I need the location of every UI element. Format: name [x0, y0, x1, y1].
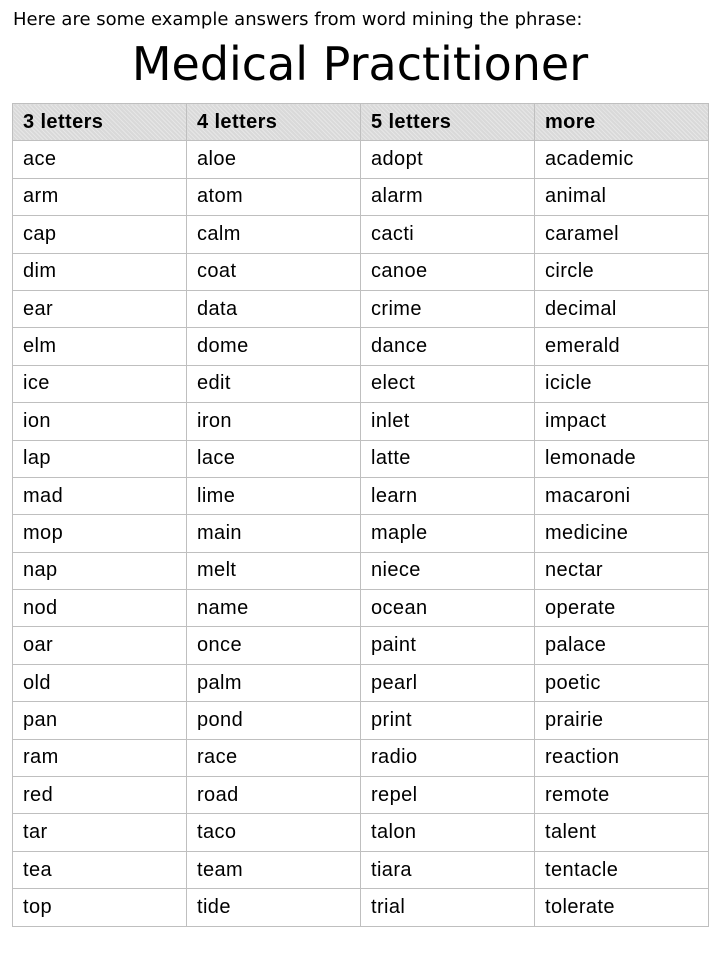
word-5-letters: maple: [361, 515, 535, 552]
intro-text: Here are some example answers from word mining the phrase:: [13, 9, 583, 30]
word-3-letters: mop: [13, 515, 187, 552]
word-more: reaction: [535, 739, 709, 776]
table-row: [13, 590, 709, 627]
word-4-letters: data: [187, 290, 361, 327]
word-more: macaroni: [535, 477, 709, 514]
word-5-letters: inlet: [361, 403, 535, 440]
table-row: [13, 777, 709, 814]
word-more: academic: [535, 141, 709, 178]
word-5-letters: print: [361, 702, 535, 739]
word-4-letters: road: [187, 777, 361, 814]
word-5-letters: repel: [361, 777, 535, 814]
word-more: tolerate: [535, 889, 709, 926]
word-4-letters: aloe: [187, 141, 361, 178]
word-5-letters: alarm: [361, 178, 535, 215]
word-5-letters: crime: [361, 290, 535, 327]
word-5-letters: trial: [361, 889, 535, 926]
table-row: [13, 515, 709, 552]
word-3-letters: mad: [13, 477, 187, 514]
word-3-letters: ear: [13, 290, 187, 327]
word-3-letters: top: [13, 889, 187, 926]
word-4-letters: main: [187, 515, 361, 552]
header-more: more: [535, 104, 709, 141]
word-3-letters: tea: [13, 851, 187, 888]
word-4-letters: coat: [187, 253, 361, 290]
word-more: icicle: [535, 365, 709, 402]
word-5-letters: ocean: [361, 590, 535, 627]
word-3-letters: nod: [13, 590, 187, 627]
word-5-letters: learn: [361, 477, 535, 514]
table-row: [13, 178, 709, 215]
word-more: decimal: [535, 290, 709, 327]
table-row: [13, 664, 709, 701]
word-more: tentacle: [535, 851, 709, 888]
table-row: [13, 702, 709, 739]
word-3-letters: ice: [13, 365, 187, 402]
word-3-letters: lap: [13, 440, 187, 477]
table-row: [13, 627, 709, 664]
word-4-letters: tide: [187, 889, 361, 926]
word-5-letters: elect: [361, 365, 535, 402]
page-title: Medical Practitioner: [131, 37, 589, 91]
word-5-letters: adopt: [361, 141, 535, 178]
word-rows: [13, 141, 709, 926]
word-5-letters: cacti: [361, 216, 535, 253]
word-more: poetic: [535, 664, 709, 701]
word-3-letters: oar: [13, 627, 187, 664]
table-row: [13, 477, 709, 514]
word-more: operate: [535, 590, 709, 627]
table-row: [13, 141, 709, 178]
word-4-letters: dome: [187, 328, 361, 365]
word-5-letters: niece: [361, 552, 535, 589]
word-5-letters: paint: [361, 627, 535, 664]
word-5-letters: dance: [361, 328, 535, 365]
word-4-letters: lime: [187, 477, 361, 514]
word-table: [12, 103, 709, 927]
word-4-letters: once: [187, 627, 361, 664]
word-more: prairie: [535, 702, 709, 739]
word-more: remote: [535, 777, 709, 814]
word-4-letters: name: [187, 590, 361, 627]
word-more: palace: [535, 627, 709, 664]
table-row: [13, 889, 709, 926]
table-row: [13, 403, 709, 440]
word-3-letters: ram: [13, 739, 187, 776]
table-row: [13, 290, 709, 327]
table-row: [13, 328, 709, 365]
word-4-letters: race: [187, 739, 361, 776]
word-3-letters: ion: [13, 403, 187, 440]
table-row: [13, 814, 709, 851]
word-4-letters: edit: [187, 365, 361, 402]
word-3-letters: cap: [13, 216, 187, 253]
word-more: impact: [535, 403, 709, 440]
table-row: [13, 851, 709, 888]
table-row: [13, 253, 709, 290]
word-more: animal: [535, 178, 709, 215]
table-row: [13, 440, 709, 477]
word-more: circle: [535, 253, 709, 290]
word-more: caramel: [535, 216, 709, 253]
header-3-letters: 3 letters: [13, 104, 187, 141]
word-3-letters: pan: [13, 702, 187, 739]
word-3-letters: tar: [13, 814, 187, 851]
word-4-letters: taco: [187, 814, 361, 851]
word-3-letters: old: [13, 664, 187, 701]
table-row: [13, 739, 709, 776]
word-4-letters: calm: [187, 216, 361, 253]
word-3-letters: ace: [13, 141, 187, 178]
table-row: [13, 552, 709, 589]
word-4-letters: team: [187, 851, 361, 888]
header-5-letters: 5 letters: [361, 104, 535, 141]
word-4-letters: palm: [187, 664, 361, 701]
word-3-letters: dim: [13, 253, 187, 290]
word-5-letters: latte: [361, 440, 535, 477]
word-5-letters: pearl: [361, 664, 535, 701]
word-more: nectar: [535, 552, 709, 589]
header-row: [13, 104, 709, 141]
word-4-letters: lace: [187, 440, 361, 477]
word-4-letters: pond: [187, 702, 361, 739]
table-row: [13, 216, 709, 253]
word-3-letters: red: [13, 777, 187, 814]
word-4-letters: melt: [187, 552, 361, 589]
word-more: medicine: [535, 515, 709, 552]
word-more: talent: [535, 814, 709, 851]
table-row: [13, 365, 709, 402]
word-more: emerald: [535, 328, 709, 365]
word-4-letters: atom: [187, 178, 361, 215]
word-3-letters: elm: [13, 328, 187, 365]
word-3-letters: arm: [13, 178, 187, 215]
word-4-letters: iron: [187, 403, 361, 440]
word-5-letters: tiara: [361, 851, 535, 888]
word-5-letters: radio: [361, 739, 535, 776]
word-5-letters: canoe: [361, 253, 535, 290]
header-4-letters: 4 letters: [187, 104, 361, 141]
word-more: lemonade: [535, 440, 709, 477]
word-3-letters: nap: [13, 552, 187, 589]
word-5-letters: talon: [361, 814, 535, 851]
